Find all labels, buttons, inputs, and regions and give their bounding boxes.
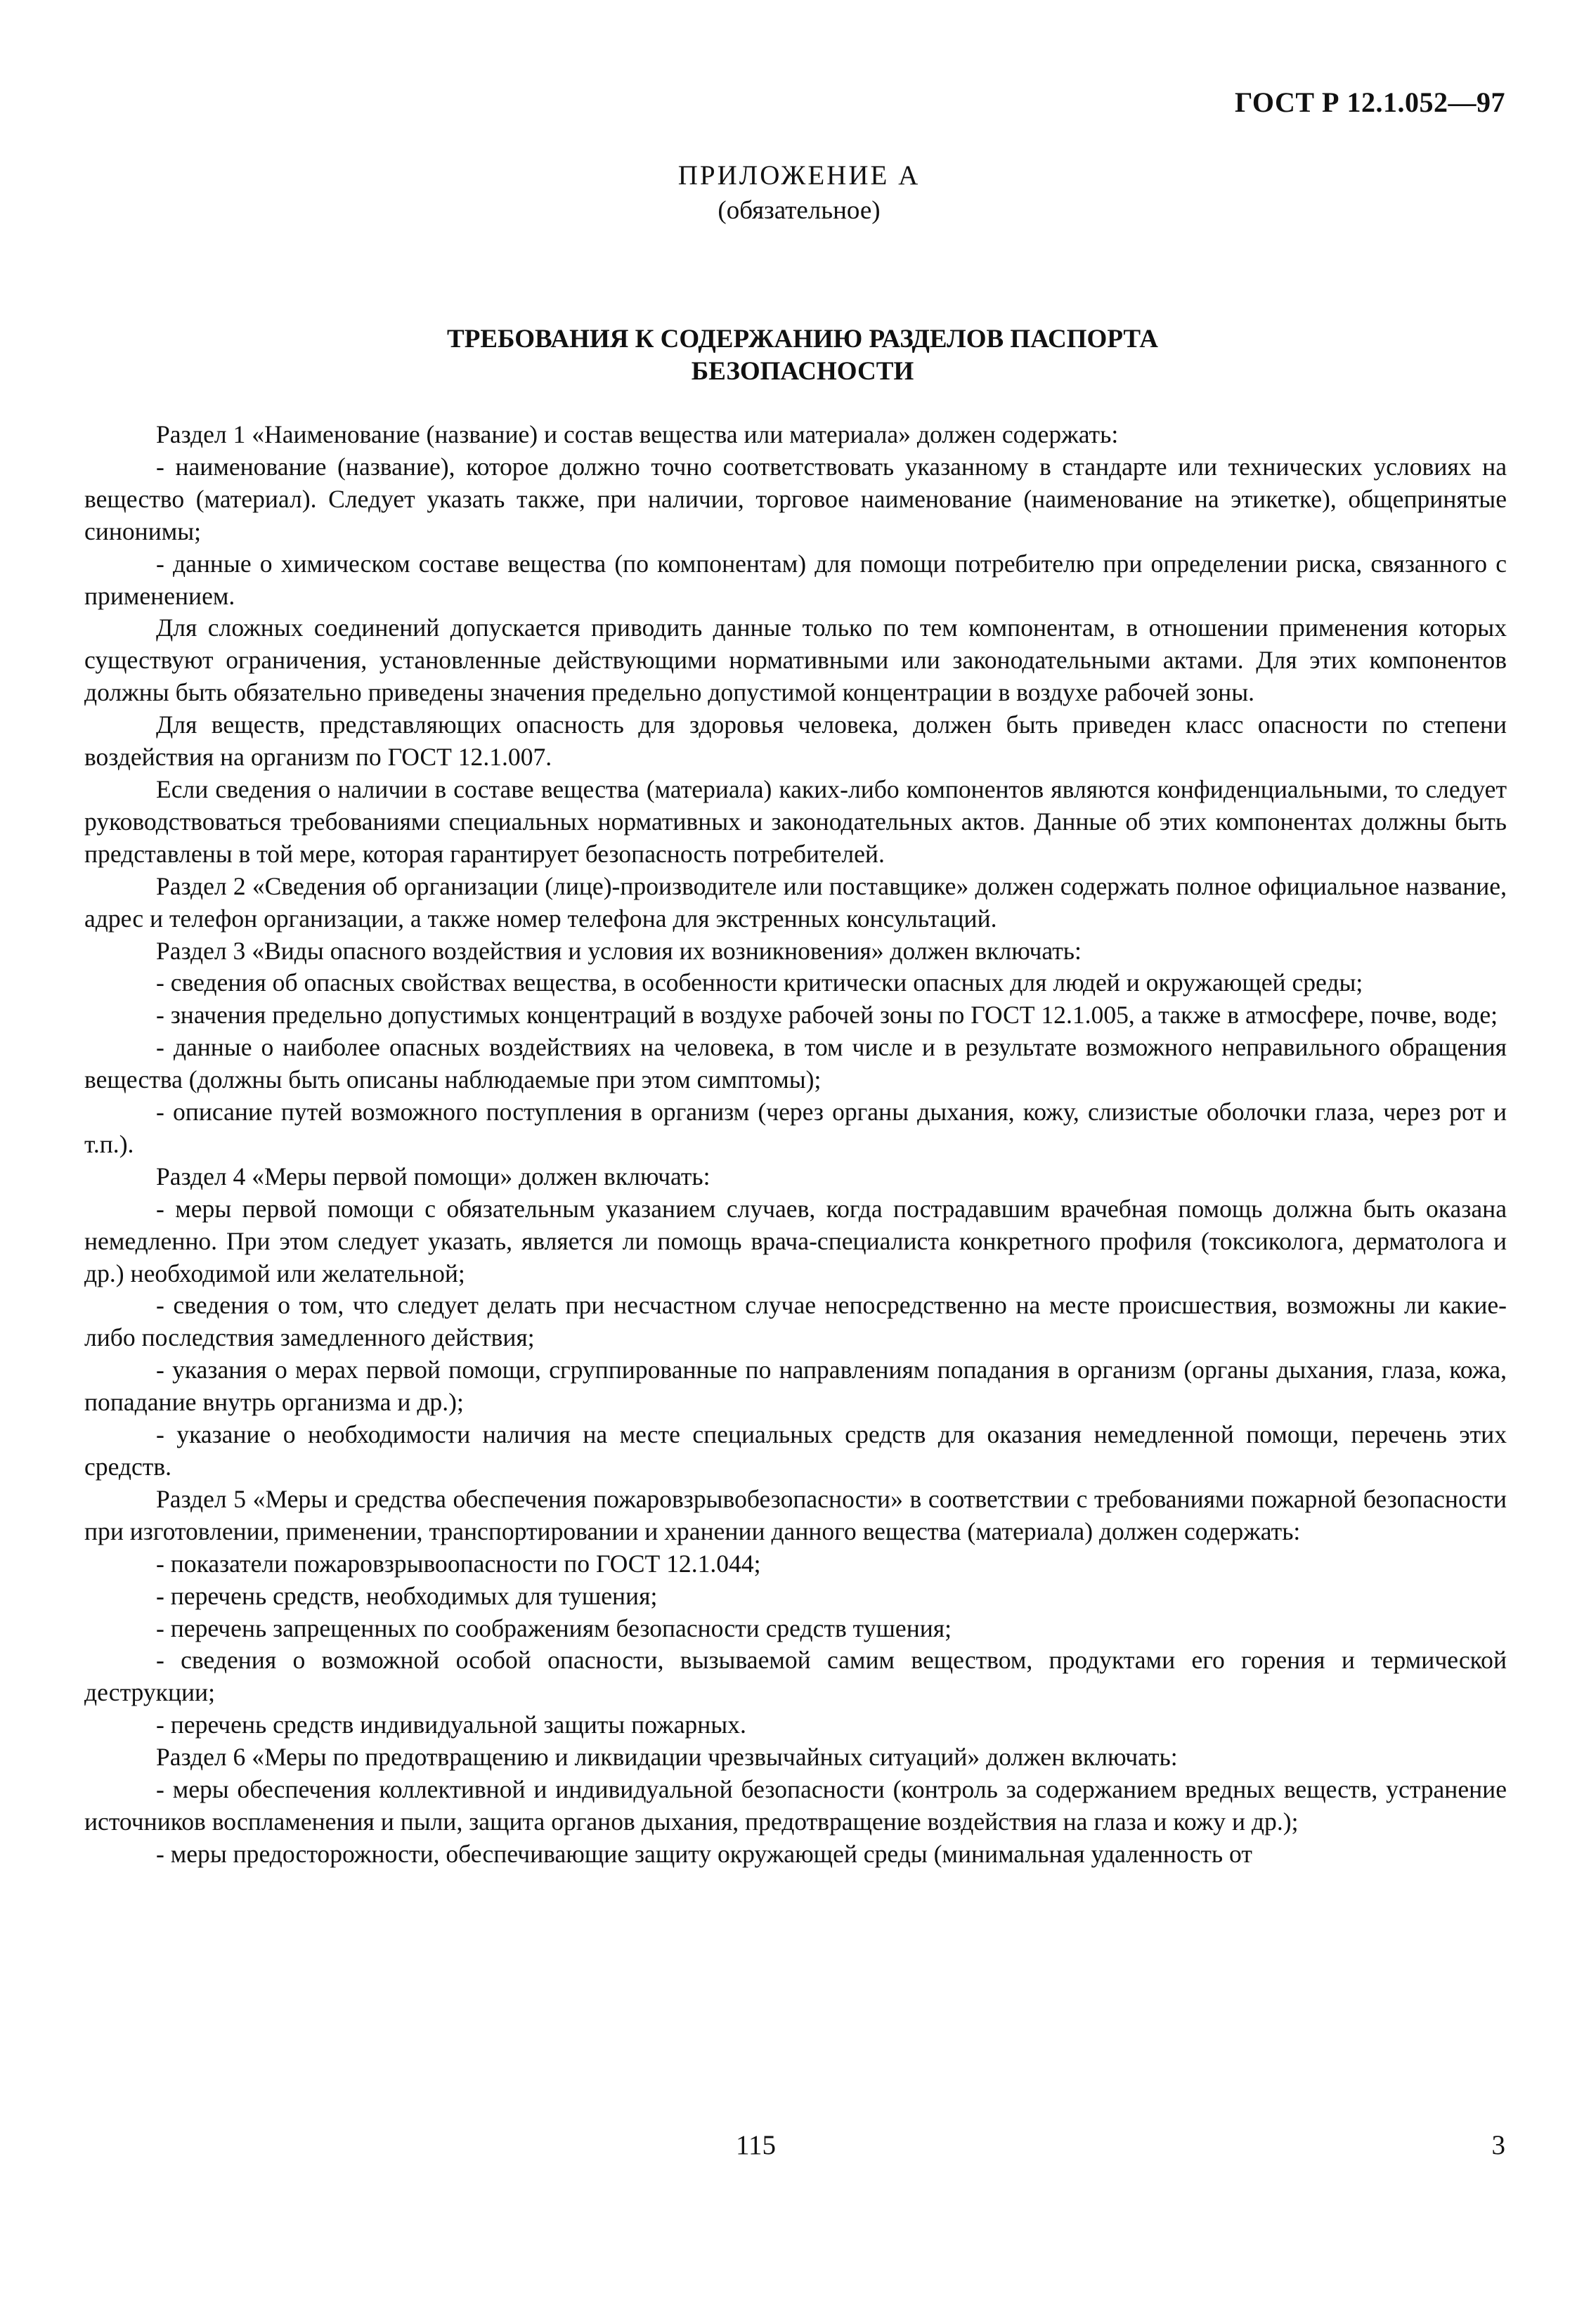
paragraph: - описание путей возможного поступления в организм (через органы дыхания, кожу, слизистые оболочки глаза, через рот и т.п.).	[84, 1098, 1507, 1158]
paragraph: - сведения о том, что следует делать при несчастном случае непосредственно на месте происшествия, возможны ли какие-либо последствия замедленного действия;	[84, 1291, 1507, 1352]
paragraph: - сведения о возможной особой опасности, вызываемой самим веществом, продуктами его горения и термической деструкции;	[84, 1646, 1507, 1707]
appendix-heading	[0, 157, 1577, 228]
appendix-subtitle: (обязательное)	[718, 196, 881, 225]
paragraph: Раздел 3 «Виды опасного воздействия и условия их возникновения» должен включать:	[156, 936, 1082, 965]
paragraph: Раздел 2 «Сведения об организации (лице)-производителе или поставщике» должен содержать полное официальное название, адрес и телефон организации, а также номер телефона для экстренных консультаций.	[84, 871, 1507, 933]
page-title	[0, 323, 1577, 388]
paragraph: Раздел 6 «Меры по предотвращению и ликвидации чрезвычайных ситуаций» должен включать:	[156, 1743, 1178, 1772]
paragraph: Раздел 1 «Наименование (название) и состав вещества или материала» должен содержать:	[156, 420, 1119, 448]
paragraph: Раздел 4 «Меры первой помощи» должен включать:	[156, 1162, 710, 1190]
paragraph: - сведения об опасных свойствах вещества, в особенности критически опасных для людей и окружающей среды;	[156, 968, 1363, 997]
paragraph: - указания о мерах первой помощи, сгруппированные по направлениям попадания в организм (органы дыхания, глаза, кожа, попадание внутрь организма и др.);	[84, 1356, 1507, 1417]
paragraph: Для веществ, представляющих опасность для здоровья человека, должен быть приведен класс опасности по степени воздействия на организм по ГОСТ 12.1.007.	[84, 710, 1507, 772]
document-body	[84, 419, 1507, 1871]
paragraph: Если сведения о наличии в составе вещества (материала) каких-либо компонентов являются конфиденциальными, то следует руководствоваться требованиями специальных нормативных и законодательных актов. Данные об этих компонентах должны быть представлены в той мере, которая гарантирует безопасность потребителей.	[84, 774, 1507, 868]
page-title-line-1: ТРЕБОВАНИЯ К СОДЕРЖАНИЮ РАЗДЕЛОВ ПАСПОРТА	[447, 325, 1158, 353]
paragraph: - перечень запрещенных по соображениям безопасности средств тушения;	[156, 1614, 952, 1642]
paragraph: Для сложных соединений допускается приводить данные только по тем компонентам, в отношении применения которых существуют ограничения, установленные действующими нормативными или законодательными актами. Для этих компонентов должны быть обязательно приведены значения предельно допустимой концентрации в воздухе рабочей зоны.	[84, 614, 1507, 707]
paragraph: - перечень средств индивидуальной защиты пожарных.	[156, 1710, 746, 1739]
page-number: 115	[736, 2130, 777, 2160]
page-title-line-2: БЕЗОПАСНОСТИ	[691, 357, 914, 386]
paragraph: - данные о химическом составе вещества (по компонентам) для помощи потребителю при определении риска, связанного с применением.	[84, 549, 1507, 610]
paragraph: - меры обеспечения коллективной и индивидуальной безопасности (контроль за содержанием вредных веществ, устранение источников воспламенения и пыли, защита органов дыхания, предотвращение воздействия на глаза и кожу и др.);	[84, 1775, 1507, 1836]
document-code: ГОСТ Р 12.1.052—97	[1234, 86, 1505, 118]
paragraph: - данные о наиболее опасных воздействиях на человека, в том числе и в результате возможного неправильного обращения вещества (должны быть описаны наблюдаемые при этом симптомы);	[84, 1033, 1507, 1094]
paragraph: - показатели пожаровзрывоопасности по ГОСТ 12.1.044;	[156, 1549, 761, 1578]
sheet-number: 3	[1491, 2130, 1505, 2160]
paragraph: - значения предельно допустимых концентраций в воздухе рабочей зоны по ГОСТ 12.1.005, а также в атмосфере, почве, воде;	[156, 1001, 1498, 1030]
paragraph: Раздел 5 «Меры и средства обеспечения пожаровзрывобезопасности» в соответствии с требованиями пожарной безопасности при изготовлении, применении, транспортировании и хранении данного вещества (материала) должен содержать:	[84, 1484, 1507, 1545]
appendix-title: ПРИЛОЖЕНИЕ А	[677, 160, 921, 190]
paragraph: - меры предосторожности, обеспечивающие защиту окружающей среды (минимальная удаленность от	[156, 1839, 1252, 1868]
paragraph: - указание о необходимости наличия на месте специальных средств для оказания немедленной помощи, перечень этих средств.	[84, 1420, 1507, 1481]
paragraph: - перечень средств, необходимых для тушения;	[156, 1581, 658, 1610]
paragraph: - наименование (название), которое должно точно соответствовать указанному в стандарте или технических условиях на вещество (материал). Следует указать также, при наличии, торговое наименование (наименование на этикетке), общепринятые синонимы;	[84, 452, 1507, 545]
paragraph: - меры первой помощи с обязательным указанием случаев, когда пострадавшим врачебная помощь должна быть оказана немедленно. При этом следует указать, является ли помощь врача-специалиста конкретного профиля (токсиколога, дерматолога и др.) необходимой или желательной;	[84, 1194, 1507, 1287]
